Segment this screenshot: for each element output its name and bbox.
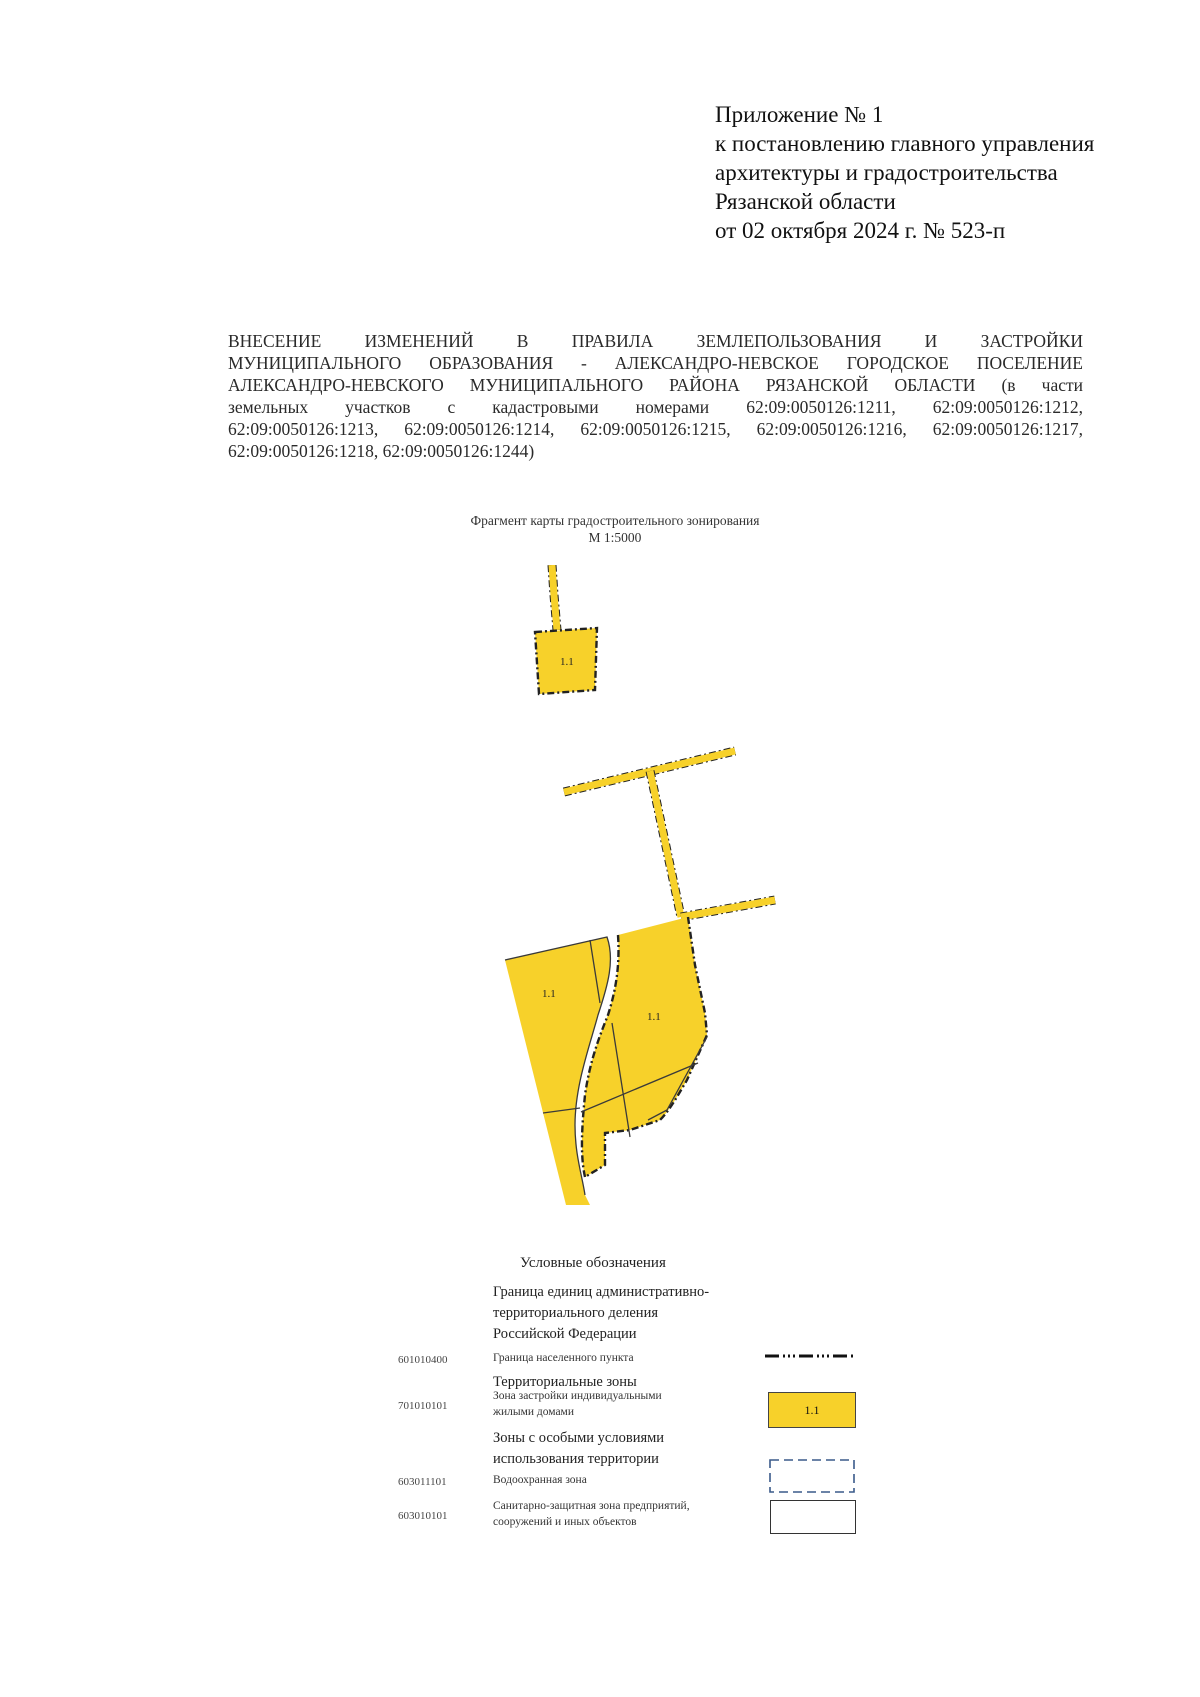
title-line: 62:09:0050126:1218, 62:09:0050126:1244)	[228, 441, 535, 461]
title-line: МУНИЦИПАЛЬНОГО ОБРАЗОВАНИЯ - АЛЕКСАНДРО-НЕВСКОЕ ГОРОДСКОЕ ПОСЕЛЕНИЕ	[228, 353, 1083, 373]
map-caption-title: Фрагмент карты градостроительного зонирования	[470, 513, 760, 528]
legend-settlement-label: Граница населенного пункта	[493, 1352, 634, 1364]
legend-title: Условные обозначения	[520, 1255, 666, 1271]
legend-text: территориального деления	[493, 1305, 658, 1321]
legend-text: Граница единиц административно-	[493, 1284, 710, 1300]
legend-text: Санитарно-защитная зона предприятий,	[493, 1500, 690, 1512]
appendix-line: Приложение № 1	[715, 102, 884, 127]
legend-admin-heading	[493, 1282, 709, 1345]
appendix-line: архитектуры и градостроительства	[715, 160, 1058, 185]
settlement-boundary-symbol	[765, 1352, 855, 1360]
title-line: ВНЕСЕНИЕ ИЗМЕНЕНИЙ В ПРАВИЛА ЗЕМЛЕПОЛЬЗОВАНИЯ И ЗАСТРОЙКИ	[228, 331, 1083, 351]
legend-text: жилыми домами	[493, 1406, 574, 1418]
legend-zone-label	[493, 1388, 662, 1420]
appendix-line: к постановлению главного управления	[715, 131, 1095, 156]
map-scale: М 1:5000	[588, 530, 642, 545]
title-line: 62:09:0050126:1213, 62:09:0050126:1214, 62:09:0050126:1215, 62:09:0050126:1216, 62:09:0050126:1217,	[228, 419, 1083, 439]
legend-code: 603010101	[398, 1510, 448, 1522]
water-zone-symbol	[768, 1458, 856, 1494]
parcel-top	[535, 565, 597, 694]
title-line: АЛЕКСАНДРО-НЕВСКОГО МУНИЦИПАЛЬНОГО РАЙОНА РЯЗАНСКОЙ ОБЛАСТИ (в части	[228, 375, 1083, 395]
zone-label: 1.1	[647, 1011, 661, 1023]
zone-symbol: 1.1	[768, 1392, 856, 1428]
zoning-map	[480, 565, 780, 1255]
legend-sanitary-label	[493, 1498, 690, 1530]
map-caption	[380, 512, 850, 546]
zone-label: 1.1	[560, 656, 574, 668]
legend-text: Зоны с особыми условиями	[493, 1430, 665, 1446]
appendix-line: Рязанской области	[715, 189, 896, 214]
legend-text: Зона застройки индивидуальными	[493, 1390, 662, 1402]
legend-code: 701010101	[398, 1400, 448, 1412]
roads	[564, 751, 775, 917]
legend-text: использования территории	[493, 1451, 659, 1467]
legend-special-heading	[493, 1428, 664, 1470]
legend-zones-heading: Территориальные зоны	[493, 1374, 637, 1390]
legend-text: Российской Федерации	[493, 1326, 637, 1342]
legend-text: сооружений и иных объектов	[493, 1516, 637, 1528]
appendix-header	[715, 100, 1094, 245]
zone-label: 1.1	[542, 988, 556, 1000]
document-title	[228, 330, 1083, 462]
legend-code: 601010400	[398, 1354, 448, 1366]
legend-code: 603011101	[398, 1476, 447, 1488]
sanitary-zone-symbol	[770, 1500, 856, 1534]
title-line: земельных участков с кадастровыми номерами 62:09:0050126:1211, 62:09:0050126:1212,	[228, 397, 1083, 417]
appendix-line: от 02 октября 2024 г. № 523-п	[715, 218, 1006, 243]
legend-water-label: Водоохранная зона	[493, 1474, 587, 1486]
